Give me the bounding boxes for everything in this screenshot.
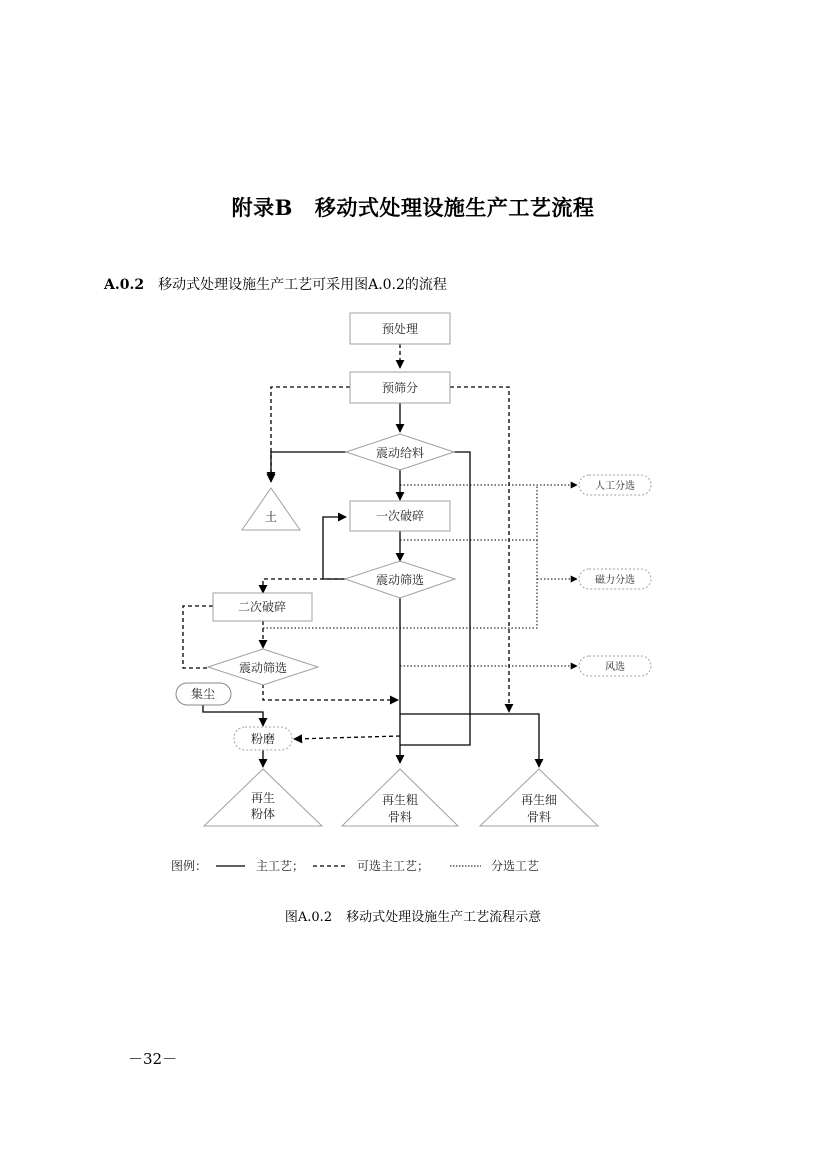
vibrating-screening-2-label: 震动筛选 [238, 661, 288, 675]
appendix-title: 移动式处理设施生产工艺流程 [314, 195, 595, 220]
manual-sorting-label: 人工分选 [595, 481, 635, 492]
caption-number: 图A.0.2 [284, 910, 333, 925]
optional-process-lines [183, 344, 509, 739]
pre-screening-label: 预筛分 [381, 381, 419, 395]
pre-treatment-label: 预处理 [381, 322, 419, 336]
recycled-coarse-label-2: 骨料 [387, 810, 413, 824]
caption-text: 移动式处理设施生产工艺流程示意 [346, 910, 542, 925]
magnetic-sorting-label: 磁力分选 [595, 575, 635, 586]
decision-diamonds [208, 434, 455, 685]
recycled-fine-label-2: 骨料 [526, 810, 552, 824]
secondary-crushing-label: 二次破碎 [237, 600, 287, 614]
recycled-coarse-label-1: 再生粗 [381, 793, 419, 807]
recycled-fine-label-1: 再生细 [520, 793, 558, 807]
legend-optional-process: 可选主工艺； [357, 859, 430, 873]
primary-crushing-label: 一次破碎 [375, 509, 425, 523]
dust-collection-label: 集尘 [190, 687, 216, 701]
legend-main-process: 主工艺； [256, 859, 305, 873]
vibrating-screening-1-label: 震动筛选 [375, 573, 425, 587]
legend-prefix: 图例： [171, 859, 208, 873]
recycled-powder-label-2: 粉体 [250, 807, 276, 821]
legend [171, 858, 539, 873]
clause-text: 移动式处理设施生产工艺可采用图A.0.2的流程 [158, 277, 447, 293]
page-number: －32－ [128, 1050, 178, 1068]
recycled-powder-label-1: 再生 [250, 791, 276, 805]
legend-sorting-process: 分选工艺 [491, 859, 540, 873]
clause-number: A.0.2 [104, 277, 145, 293]
grinding-label: 粉磨 [250, 732, 276, 746]
vibrating-feed-label: 震动给料 [375, 446, 425, 460]
appendix-label: 附录B [231, 195, 293, 220]
figure-caption [0, 906, 826, 925]
soil-label: 土 [264, 510, 278, 524]
air-sorting-label: 风选 [605, 662, 625, 673]
